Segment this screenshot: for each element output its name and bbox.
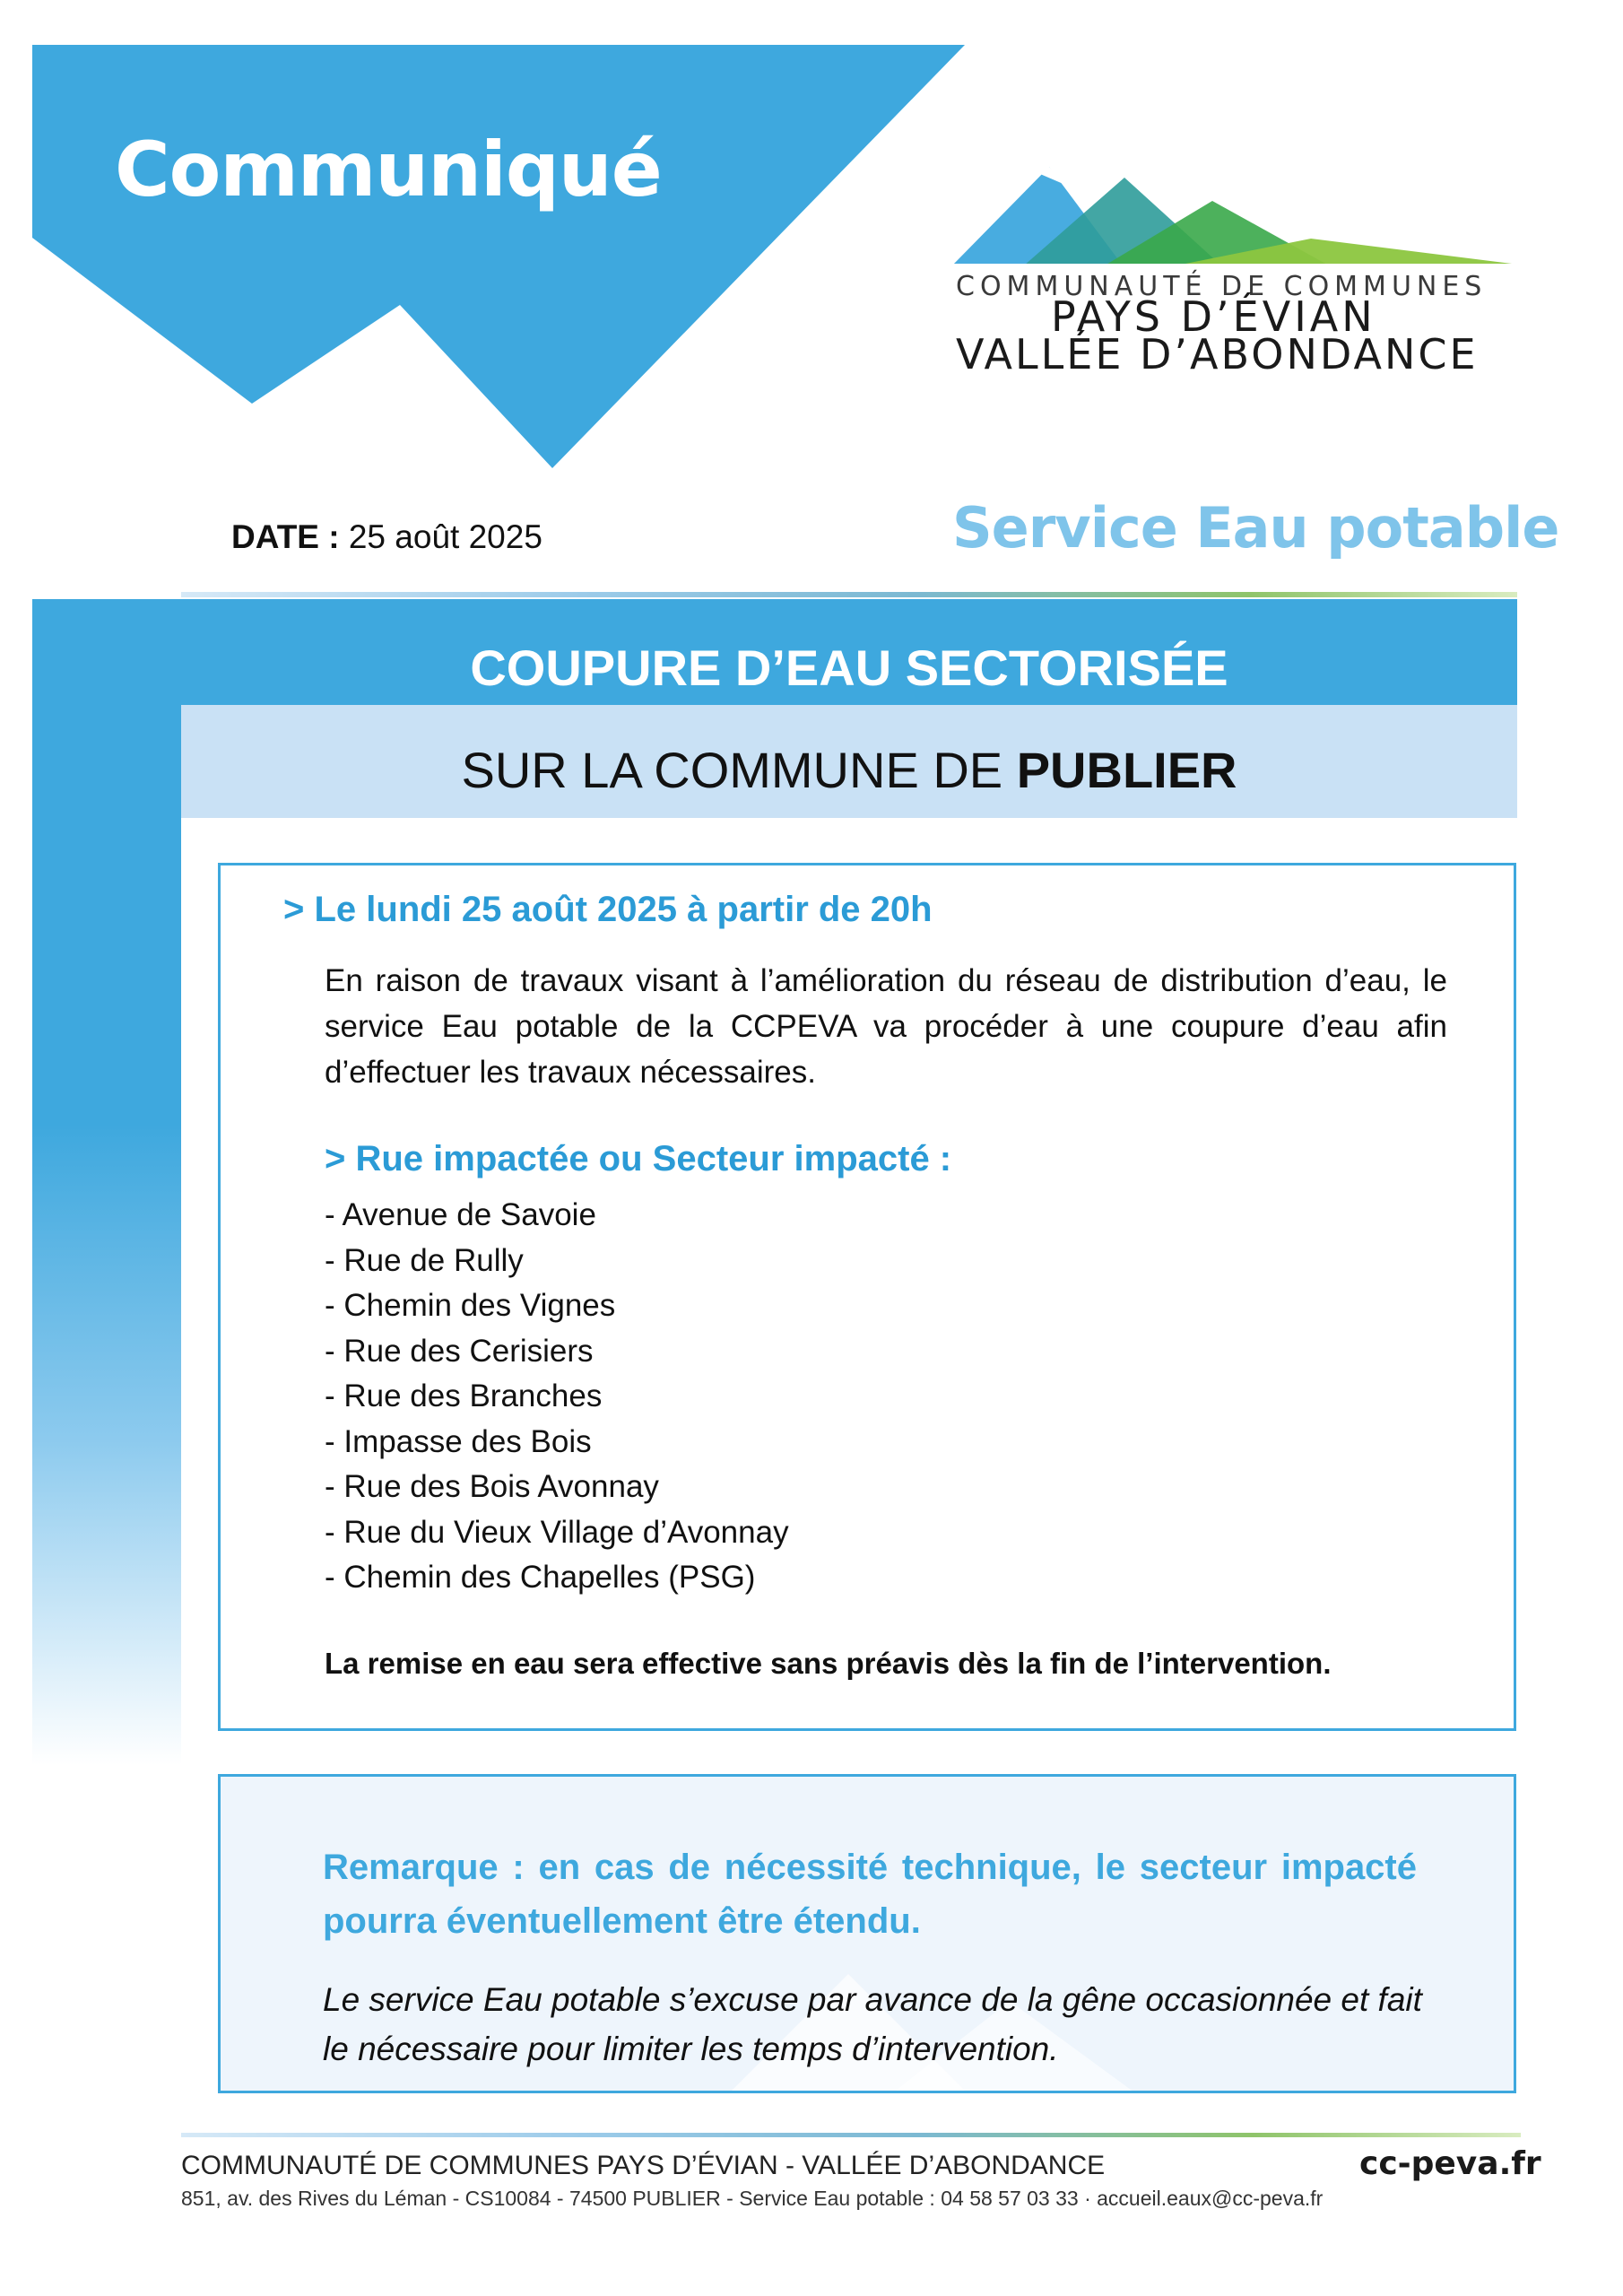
list-item: - Rue des Cerisiers	[325, 1333, 594, 1369]
date-line	[231, 518, 542, 556]
logo-text-line3: VALLÉE D’ABONDANCE	[956, 330, 1479, 378]
cut-date: > Le lundi 25 août 2025 à partir de 20h	[283, 890, 933, 929]
subhead-prefix: SUR LA COMMUNE DE	[461, 742, 1017, 798]
list-item: - Rue des Branches	[325, 1378, 603, 1413]
side-bar	[32, 599, 181, 1765]
intro-paragraph: En raison de travaux visant à l’amélioration du réseau de distribution d’eau, le service Eau potable de la CCPEVA va procéder à une coupure d’eau afin d’effectuer les travaux nécessaires.	[325, 963, 1447, 1090]
list-item: - Chemin des Vignes	[325, 1288, 616, 1323]
service-title: Service Eau potable	[952, 495, 1559, 561]
streets-title: > Rue impactée ou Secteur impacté :	[325, 1139, 952, 1178]
header-banner	[32, 45, 970, 468]
date-label: DATE :	[231, 518, 340, 555]
list-item: - Chemin des Chapelles (PSG)	[325, 1560, 756, 1595]
remark-text: Remarque : en cas de nécessité technique, le secteur impacté pourra éventuellement être étendu.	[323, 1848, 1417, 1941]
streets-list	[325, 1193, 789, 1601]
footer-org: COMMUNAUTÉ DE COMMUNES PAYS D’ÉVIAN - VALLÉE D’ABONDANCE	[181, 2151, 1106, 2180]
logo-text-line2: PAYS D’ÉVIAN	[1051, 292, 1376, 341]
footer-website-link[interactable]: cc-peva.fr	[1359, 2145, 1541, 2182]
commune-name: PUBLIER	[1016, 742, 1237, 798]
list-item: - Rue de Rully	[325, 1242, 524, 1278]
headline: COUPURE D’EAU SECTORISÉE	[470, 639, 1228, 696]
list-item: - Impasse des Bois	[325, 1423, 592, 1459]
list-item: - Avenue de Savoie	[325, 1197, 596, 1232]
top-separator	[181, 592, 1517, 597]
footer-separator	[181, 2133, 1521, 2137]
footer-address: 851, av. des Rives du Léman - CS10084 - 74500 PUBLIER - Service Eau potable : 04 58 57 03 33 · accueil.eaux@cc-peva.fr	[181, 2187, 1324, 2210]
list-item: - Rue du Vieux Village d’Avonnay	[325, 1514, 789, 1550]
subhead	[181, 741, 1517, 799]
date-value: 25 août 2025	[348, 518, 542, 555]
page-title: Communiqué	[115, 126, 662, 213]
list-item: - Rue des Bois Avonnay	[325, 1469, 659, 1504]
restore-notice: La remise en eau sera effective sans préavis dès la fin de l’intervention.	[325, 1647, 1332, 1680]
apology-text: Le service Eau potable s’excuse par avance de la gêne occasionnée et fait le nécessaire pour limiter les temps d’intervention.	[323, 1981, 1422, 2067]
logo-text-line1: COMMUNAUTÉ DE COMMUNES	[956, 271, 1488, 302]
